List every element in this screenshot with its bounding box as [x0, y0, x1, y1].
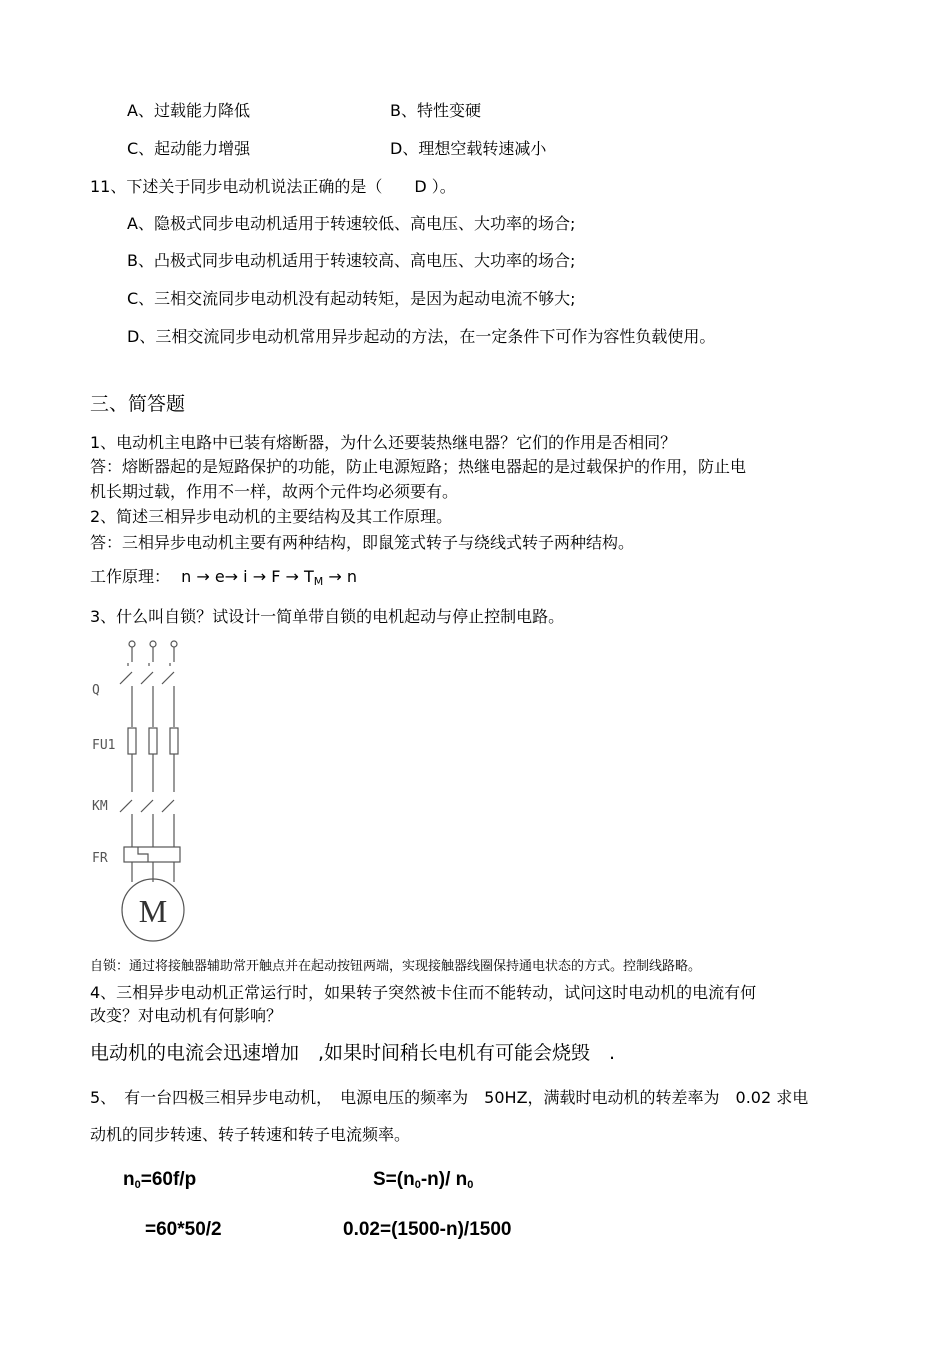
q11-option-b: B、凸极式同步电动机适用于转速较高、高电压、大功率的场合; — [127, 251, 576, 270]
qa1-answer-line1: 答：熔断器起的是短路保护的功能，防止电源短路；热继电器起的是过载保护的作用，防止电 — [90, 457, 747, 476]
q10-option-d: D、理想空载转速减小 — [390, 139, 547, 158]
formula-slip-sub: 0 — [414, 1179, 421, 1191]
qa3-question: 3、什么叫自锁？试设计一简单带自锁的电机起动与停止控制电路。 — [90, 607, 565, 626]
q10-option-b: B、特性变硬 — [390, 101, 481, 120]
principle-label: 工作原理： — [90, 567, 171, 586]
label-km: KM — [92, 799, 108, 814]
formula-slip-b: -n)/ n — [420, 1169, 468, 1190]
qa2-answer: 答：三相异步电动机主要有两种结构，即鼠笼式转子与绕线式转子两种结构。 — [90, 533, 635, 552]
qa4-question-line2: 改变？对电动机有何影响？ — [90, 1006, 283, 1025]
label-q: Q — [92, 683, 100, 698]
q11-option-c: C、三相交流同步电动机没有起动转矩，是因为起动电流不够大; — [127, 289, 576, 308]
q10-option-a: A、过载能力降低 — [127, 101, 250, 120]
formula-slip-a: S=(n — [373, 1169, 415, 1190]
q10-option-c: C、起动能力增强 — [127, 139, 251, 158]
formula-slip-sub2: 0 — [467, 1179, 474, 1191]
motor-circuit-diagram — [88, 632, 198, 942]
section-heading: 三、简答题 — [90, 393, 186, 415]
principle-chain: n → e→ i → F → T — [181, 567, 314, 586]
principle-subscript: M — [313, 575, 324, 588]
formula-n: n — [123, 1169, 135, 1190]
qa1-answer-line2: 机长期过载，作用不一样，故两个元件均必须要有。 — [90, 482, 459, 501]
q11-option-d: D、三相交流同步电动机常用异步起动的方法，在一定条件下可作为容性负载使用。 — [127, 327, 716, 346]
motor-label: M — [138, 893, 168, 929]
qa4-question-line1: 4、三相异步电动机正常运行时，如果转子突然被卡住而不能转动，试问这时电动机的电流有何 — [90, 983, 757, 1002]
qa2-principle — [90, 567, 357, 592]
qa5-question-line2: 动机的同步转速、转子转速和转子电流频率。 — [90, 1125, 411, 1144]
qa2-question: 2、简述三相异步电动机的主要结构及其工作原理。 — [90, 507, 453, 526]
formula-slip-value: 0.02=(1500-n)/1500 — [343, 1219, 512, 1240]
formula-sync-value: =60*50/2 — [145, 1219, 222, 1240]
label-fu1: FU1 — [92, 738, 116, 753]
formula-slip — [373, 1168, 473, 1197]
formula-sub: 0 — [134, 1179, 141, 1191]
qa3-answer: 自锁：通过将接触器辅助常开触点并在起动按钮两端，实现接触器线圈保持通电状态的方式。控制线路略。 — [90, 959, 702, 974]
principle-end: → n — [323, 567, 357, 586]
qa1-question: 1、电动机主电路中已装有熔断器，为什么还要装热继电器？它们的作用是否相同？ — [90, 433, 677, 452]
formula-sync-speed — [123, 1168, 196, 1197]
q11-option-a: A、隐极式同步电动机适用于转速较低、高电压、大功率的场合; — [127, 214, 576, 233]
formula-rest: =60f/p — [140, 1169, 197, 1190]
q11-stem: 11、下述关于同步电动机说法正确的是（ D ）。 — [90, 177, 456, 196]
label-fr: FR — [92, 851, 108, 866]
qa5-question-line1: 5、 有一台四极三相异步电动机， 电源电压的频率为 50HZ，满载时电动机的转差率为 0.02 求电 — [90, 1088, 809, 1107]
qa4-answer: 电动机的电流会迅速增加 ,如果时间稍长电机有可能会烧毁 . — [90, 1042, 616, 1064]
